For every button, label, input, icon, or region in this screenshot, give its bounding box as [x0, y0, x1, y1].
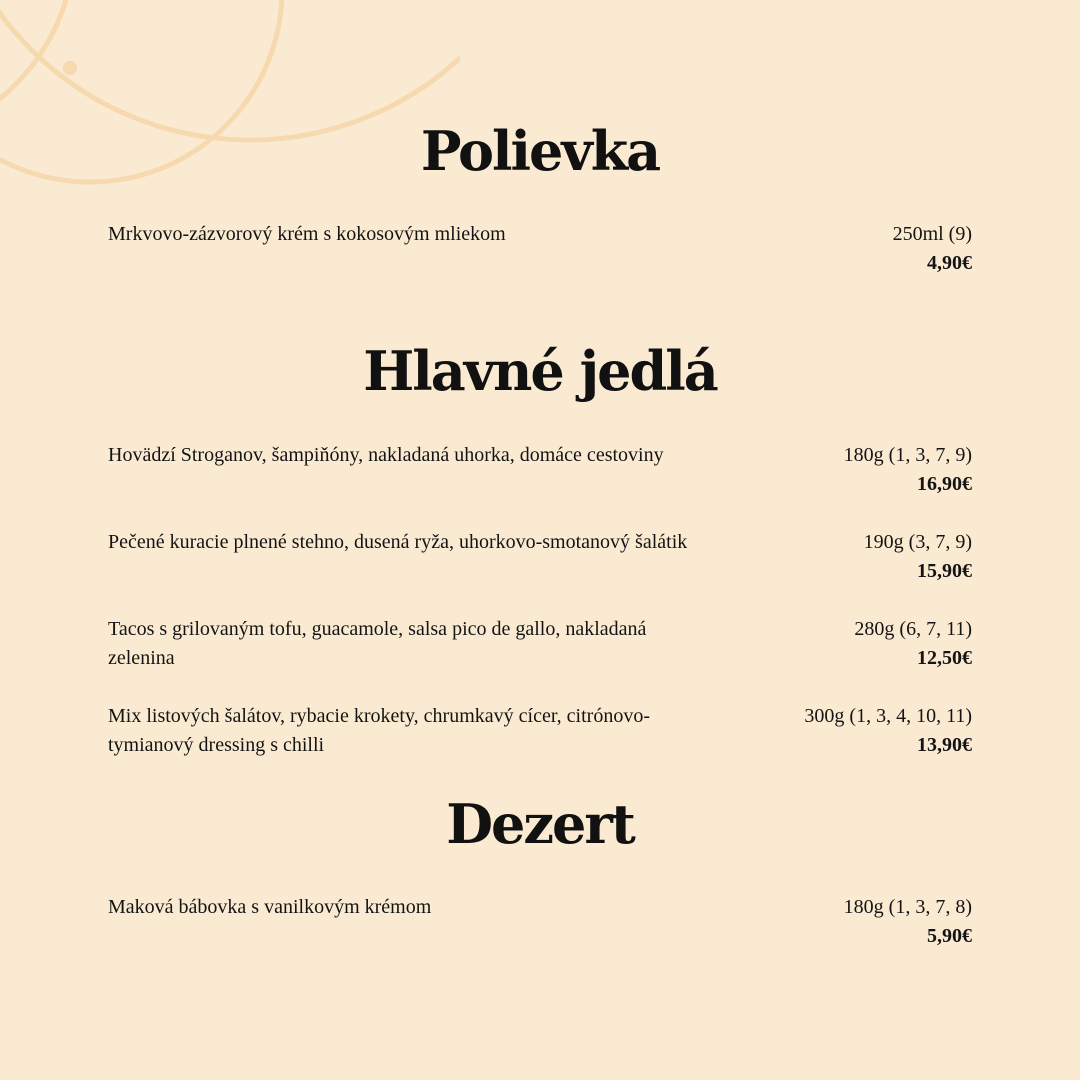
item-meta: [844, 893, 972, 951]
menu-item: [108, 220, 972, 280]
menu-item: [108, 528, 972, 588]
item-name: Mix listových šalátov, rybacie krokety, chrumkavý cícer, citrónovo-tymianový dressing s chilli: [108, 705, 650, 756]
menu-item: [108, 893, 972, 953]
item-portion: 180g (1, 3, 7, 9): [843, 444, 972, 466]
item-portion: 190g (3, 7, 9): [863, 531, 972, 553]
section-title-main-courses: Hlavné jedlá: [363, 339, 717, 403]
item-name: Maková bábovka s vanilkovým krémom: [108, 896, 432, 918]
item-meta: [893, 220, 972, 278]
item-price: 15,90€: [917, 560, 972, 582]
item-meta: [804, 702, 972, 760]
section-title-soup: Polievka: [420, 119, 660, 183]
menu-item: [108, 615, 972, 675]
item-portion: 300g (1, 3, 4, 10, 11): [804, 705, 972, 727]
item-meta: [844, 441, 972, 499]
menu-item: [108, 441, 972, 501]
item-portion: 250ml (9): [892, 223, 972, 245]
item-price: 16,90€: [917, 473, 972, 495]
item-name: Hovädzí Stroganov, šampiňóny, nakladaná uhorka, domáce cestoviny: [108, 444, 664, 466]
item-meta: [864, 528, 972, 586]
item-name: Mrkvovo-zázvorový krém s kokosovým mliekom: [108, 223, 506, 245]
item-price: 12,50€: [917, 647, 972, 669]
item-portion: 280g (6, 7, 11): [854, 618, 972, 640]
item-meta: [854, 615, 972, 673]
section-title-dessert: Dezert: [446, 792, 634, 856]
item-price: 13,90€: [917, 734, 972, 756]
item-portion: 180g (1, 3, 7, 8): [843, 896, 972, 918]
item-price: 5,90€: [927, 925, 972, 947]
item-price: 4,90€: [927, 252, 972, 274]
menu-item: [108, 702, 972, 762]
item-name: Pečené kuracie plnené stehno, dusená ryža, uhorkovo-smotanový šalátik: [108, 531, 688, 553]
item-name: Tacos s grilovaným tofu, guacamole, salsa pico de gallo, nakladaná zelenina: [108, 618, 647, 669]
